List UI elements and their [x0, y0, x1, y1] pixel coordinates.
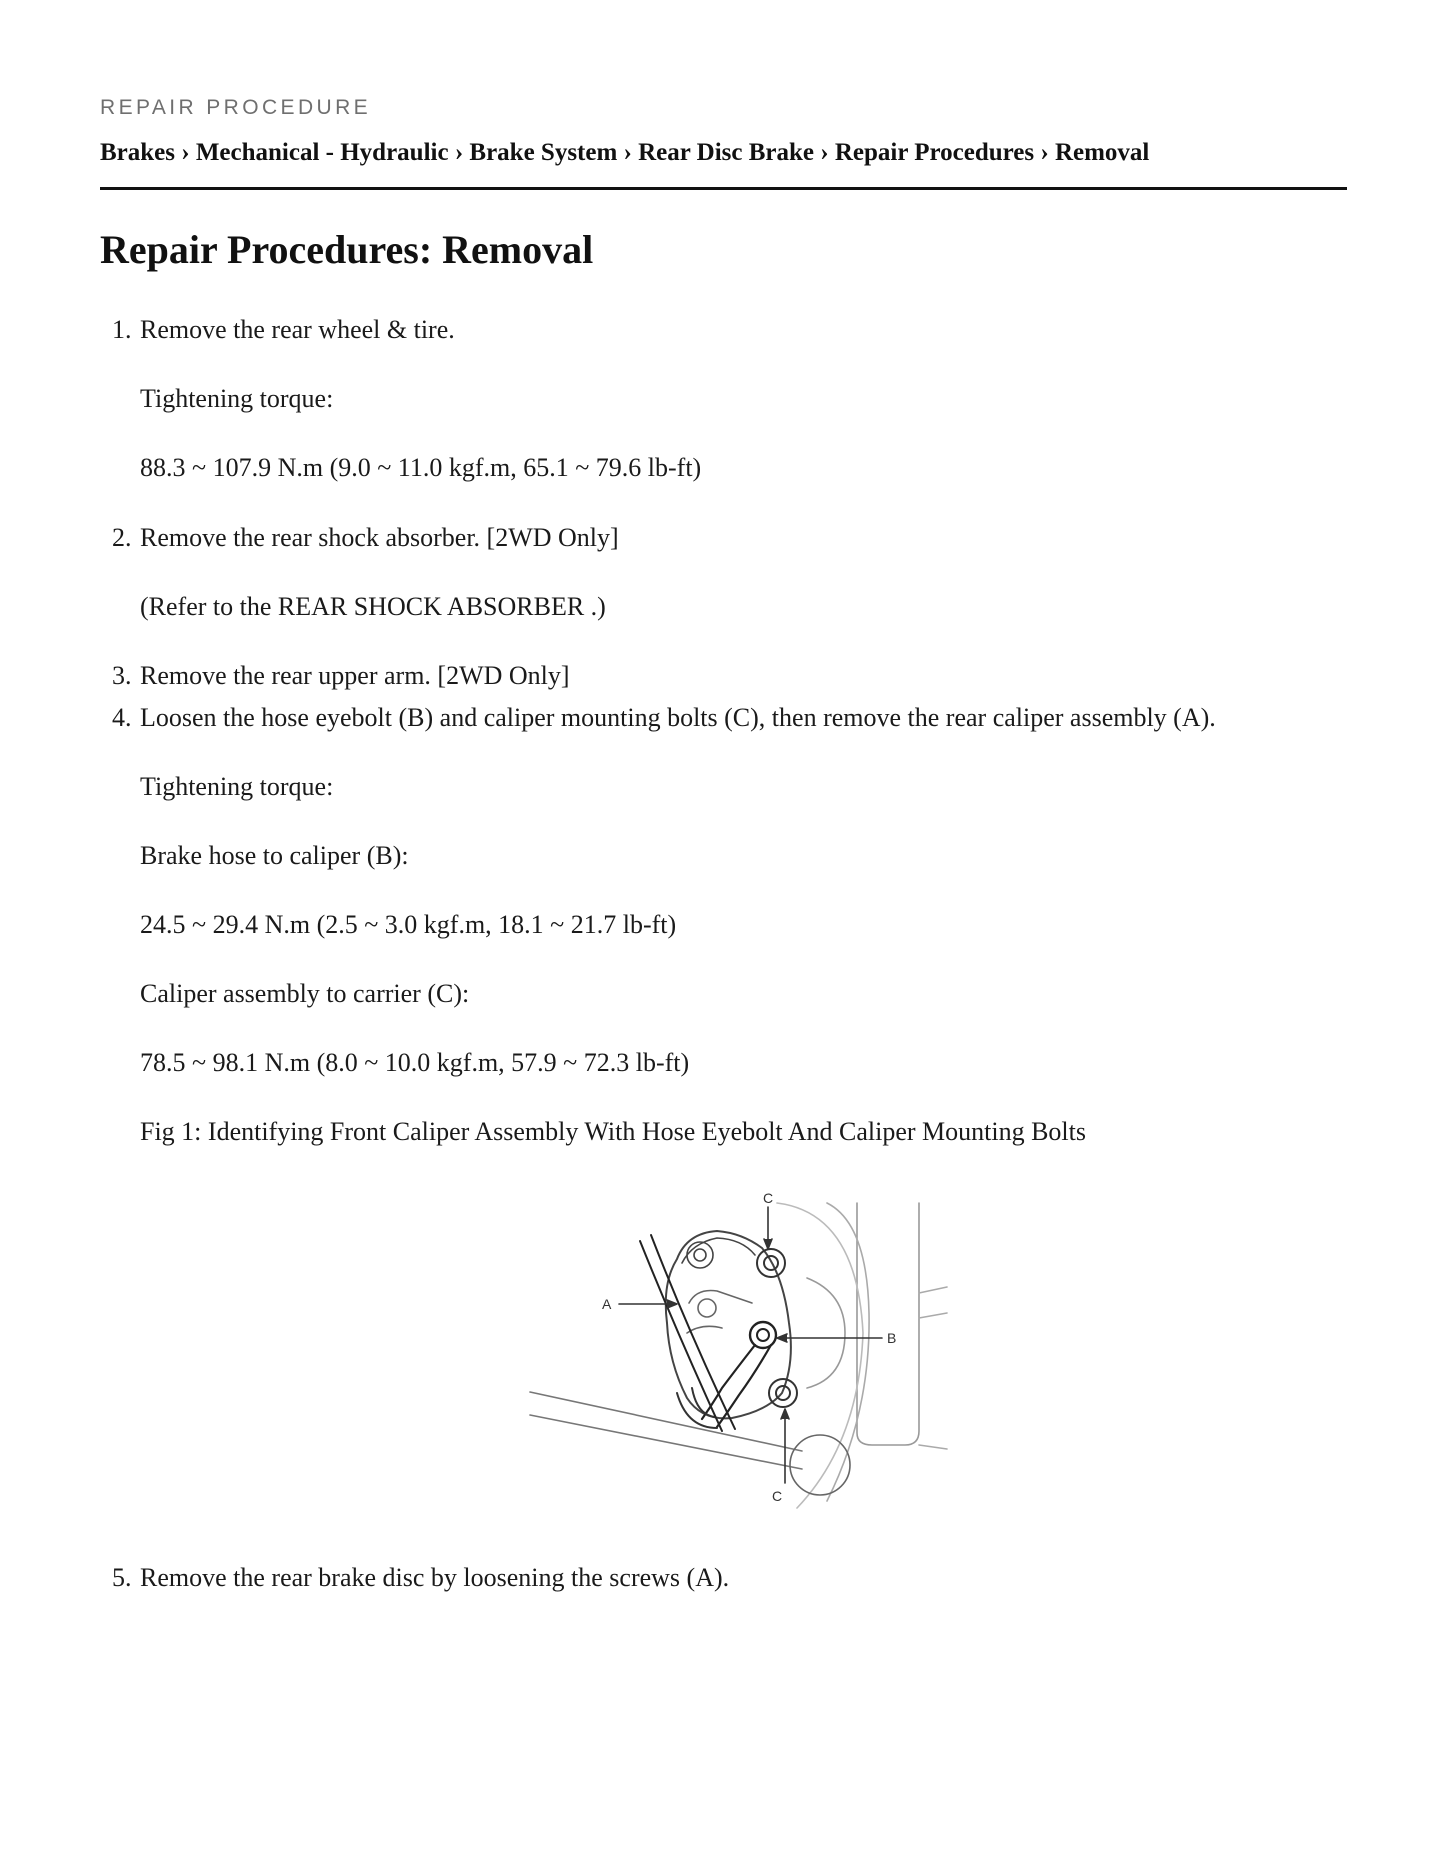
section-kicker: REPAIR PROCEDURE: [100, 96, 372, 119]
breadcrumb: Brakes › Mechanical - Hydraulic › Brake System › Rear Disc Brake › Repair Procedures › Removal: [100, 139, 1150, 166]
caliper-assembly-figure: [527, 1183, 963, 1527]
step-4-number: 4.: [112, 703, 132, 732]
step-4-note-2: Brake hose to caliper (B):: [140, 841, 409, 870]
step-1-note-1: Tightening torque:: [140, 384, 334, 413]
label-c-bottom: C: [772, 1488, 783, 1504]
step-3-text: Remove the rear upper arm. [2WD Only]: [140, 661, 570, 690]
step-4-note-5: 78.5 ~ 98.1 N.m (8.0 ~ 10.0 kgf.m, 57.9 ~ 72.3 lb-ft): [140, 1048, 690, 1077]
step-1-note-2: 88.3 ~ 107.9 N.m (9.0 ~ 11.0 kgf.m, 65.1 ~ 79.6 lb-ft): [140, 453, 702, 482]
header-divider: [100, 187, 1347, 190]
step-5-number: 5.: [112, 1563, 132, 1592]
step-4-note-3: 24.5 ~ 29.4 N.m (2.5 ~ 3.0 kgf.m, 18.1 ~ 21.7 lb-ft): [140, 910, 677, 939]
step-3-number: 3.: [112, 661, 132, 690]
step-2-note-1: (Refer to the REAR SHOCK ABSORBER .): [140, 592, 606, 621]
step-4-note-4: Caliper assembly to carrier (C):: [140, 979, 470, 1008]
label-b: B: [887, 1330, 897, 1346]
step-2-text: Remove the rear shock absorber. [2WD Only]: [140, 523, 619, 552]
step-1-number: 1.: [112, 315, 132, 344]
step-1-text: Remove the rear wheel & tire.: [140, 315, 455, 344]
step-5-text: Remove the rear brake disc by loosening the screws (A).: [140, 1563, 730, 1592]
label-a: A: [602, 1296, 612, 1312]
label-c-top: C: [763, 1190, 774, 1206]
step-2-number: 2.: [112, 523, 132, 552]
figure-caption: Fig 1: Identifying Front Caliper Assembly With Hose Eyebolt And Caliper Mounting Bolts: [140, 1117, 1086, 1146]
step-4-text: Loosen the hose eyebolt (B) and caliper mounting bolts (C), then remove the rear caliper assembly (A).: [140, 703, 1216, 732]
page-title: Repair Procedures: Removal: [100, 227, 594, 272]
step-4-note-1: Tightening torque:: [140, 772, 334, 801]
